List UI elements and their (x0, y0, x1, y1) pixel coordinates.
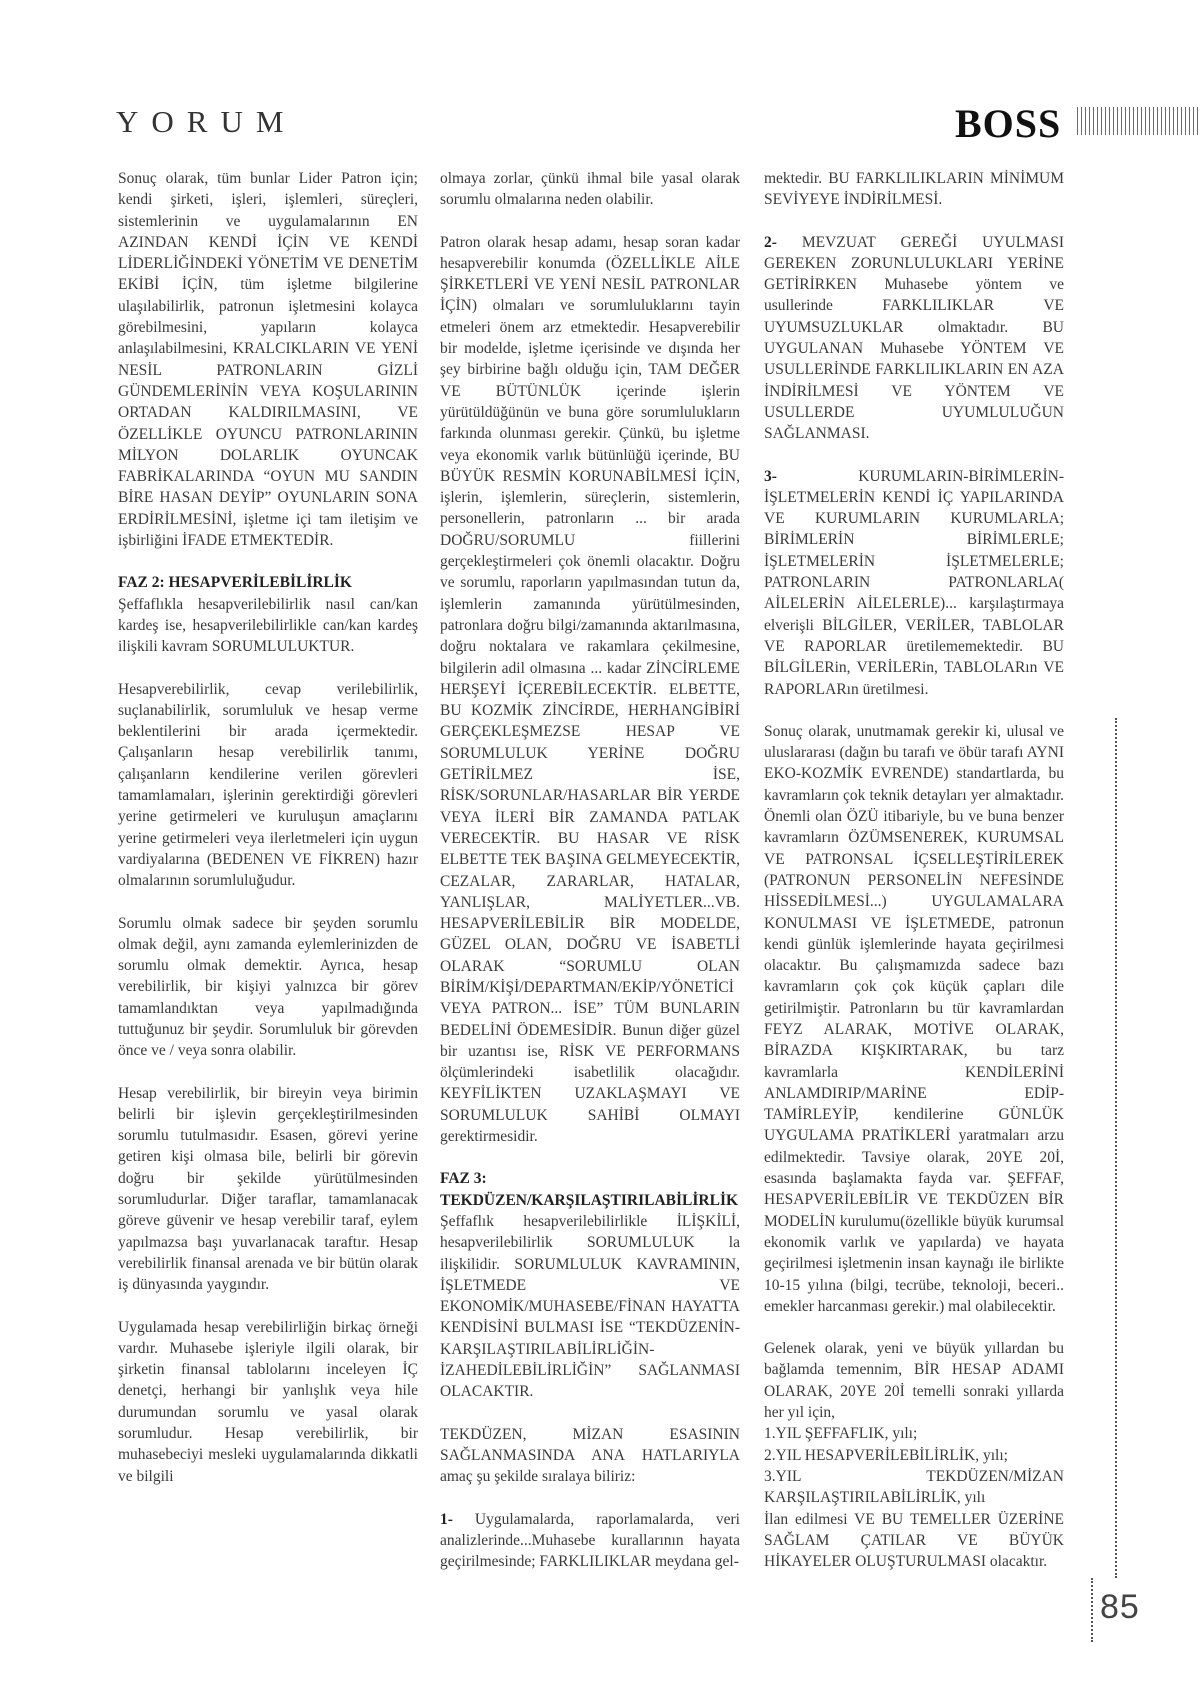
item-text: MEVZUAT GEREĞİ UYULMASI GEREKEN ZORUNLULUKLARI YERİNE GETİRİRKEN Muhasebe yöntem ve usullerinde FARKLILIKLAR VE UYUMSUZLUKLAR olmaktadır. BU UYGULANAN Muhasebe YÖNTEM VE USULLERİNDE FARKLILIKLARIN EN AZA İNDİRİLMESİ VE YÖNTEM VE USULLERDE UYUMLULUĞUN SAĞLANMASI. (764, 233, 1064, 443)
year-list-item: 3.YIL TEKDÜZEN/MİZAN KARŞILAŞTIRILABİLİRLİK, yılı (764, 1467, 1064, 1507)
year-list-item: 2.YIL HESAPVERİLEBİLİRLİK, yılı; (764, 1446, 1008, 1464)
item-number: 2- (764, 233, 777, 251)
article-column-2 (440, 168, 740, 1593)
numbered-paragraph (764, 466, 1064, 700)
article-column-1 (118, 168, 418, 1508)
paragraph: Uygulamada hesap verebilirliğin birkaç örneği vardır. Muhasebe işleriyle ilgili olarak, bir şirketin finansal tablolarını inceleyen İÇ denetçi, herhangi bir yanlışlık veya hile durumundan sorumlu ve yasal olarak sorumludur. Hesap verebilirlik, bir muhasebeciyi mesleki uygulamalarında dikkatli ve bilgili (118, 1318, 418, 1485)
page-number: 85 (1100, 1588, 1140, 1626)
paragraph: Hesap verebilirlik, bir bireyin veya birimin belirli bir işlevin gerçekleştirilmesinden sorumlu tutulmasıdır. Esasen, görevi yerine getiren kişi olmasa bile, belirli bir görevin doğru bir şekilde yürütülmesinden sorumludurlar. Diğer taraflar, tamamlanacak göreve güvenir ve hesap verebilir taraf, eylem yapılmazsa başı yuvarlanacak taraftır. Hesap verebilirlik finansal arenada ve bir bütün olarak iş dünyasında yaygındır. (118, 1084, 418, 1294)
article-column-3 (764, 168, 1064, 1593)
paragraph: Sorumlu olmak sadece bir şeyden sorumlu olmak değil, aynı zamanda eylemlerinizden de sorumlu olmak demektir. Ayrıca, hesap verebilirlik, bir kişiyi yalnızca bir görev tamamlandıktan veya yapılmadığında tuttuğunuz bir şeydir. Sorumluluk bir görevden önce ve / veya sonra olabilir. (118, 914, 418, 1060)
paragraph-text: Gelenek olarak, yeni ve büyük yıllardan bu bağlamda temennim, BİR HESAP ADAMI OLARAK, 20YE 20İ temelli sonraki yıllarda her yıl için, (764, 1340, 1064, 1422)
year-list-item: 1.YIL ŞEFFAFLIK, yılı; (764, 1425, 918, 1443)
numbered-paragraph (764, 232, 1064, 445)
item-number: 3- (764, 467, 777, 485)
paragraph: Hesapverebilirlik, cevap verilebilirlik, suçlanabilirlik, sorumluluk ve hesap verme beklentilerini bir arada içermektedir. Çalışanların hesap verebilirlik tanımı, çalışanların kendilerine verilen görevleri tamamlamaları, işlerinin gerektirdiği görevleri yerine getirmeleri ve kuruluşun amaçlarını yerine getirmeleri veya ilerletmeleri için uygun vardiyalarına (BEDENEN VE FİKREN) hazır olmalarının sorumluluğudur. (118, 680, 418, 890)
paragraph: Patron olarak hesap adamı, hesap soran kadar hesapverebilir konumda (ÖZELLİKLE AİLE ŞİRKETLERİ VE YENİ NESİL PATRONLAR İÇİN) olmaları ve sorumluluklarını tayin etmeleri önem arz etmektedir. Hesapverebilir bir modelde, işletme içerisinde ve dışında her şey birbirine bağlı olduğu için, TAM DEĞER VE BÜTÜNLÜK içerinde işlerin yürütüldüğünün ve buna göre sorumlulukların farkında olunması gerekir. Çünkü, bu işletme veya ekonomik varlık bütünlüğü içerinde, BU BÜYÜK RESMİN KORUNABİLMESİ İÇİN, işlerin, işlemlerin, süreçlerin, sistemlerin, personellerin, patronların ... bir arada DOĞRU/SORUMLU fiillerini gerçekleştirmeleri çok önemli olacaktır. Doğru ve sorumlu, raporların yapılmasından tutun da, işlemlerin zamanında yürütülmesinden, patronlara doğru bilgi/zamanında aktarılmasına, doğru noktalara ve rakamlara çekilmesine, bilgilerin adil olmasına ... kadar ZİNCİRLEME HERŞEYİ İÇEREBİLECEKTİR. ELBETTE, BU KOZMİK ZİNCİRDE, HERHANGİBİRİ GERÇEKLEŞMEZSE HESAP VE SORUMLULUK YERİNE DOĞRU GETİRİLMEZ İSE, RİSK/SORUNLAR/HASARLAR BİR YERDE VEYA İLERİ BİR ZAMANDA PATLAK VERECEKTİR. BU HASAR VE RİSK ELBETTE TEK BAŞINA GELMEYECEKTİR, CEZALAR, ZARARLAR, HATALAR, YANLIŞLAR, MALİYETLER...VB. HESAPVERİLEBİLİR BİR MODELDE, GÜZEL OLAN, DOĞRU VE İSABETLİ OLARAK “SORUMLU OLAN BİRİM/KİŞİ/DEPARTMAN/EKİP/YÖNETİCİ VEYA PATRON... İSE” TÜM BUNLARIN BEDELİNİ ÖDEMESİDİR. Bunun diğer güzel bir uzantısı ise, RİSK VE PERFORMANS ölçümlerindeki isabetlilik olacağıdır. KEYFİLİKTEN UZAKLAŞMAYI VE SORUMLULUK SAHİBİ OLMAYI gerektirmesidir. (440, 233, 740, 1146)
paragraph: Sonuç olarak, tüm bunlar Lider Patron için; kendi şirketi, işleri, işlemleri, süreçleri, sistemlerinin ve uygulamalarının EN AZINDAN KENDİ İÇİN VE KENDİ LİDERLİĞİNDEKİ YÖNETİM VE DENETİM EKİBİ İÇİN, tüm işletme bilgilerine ulaşılabilirlik, patronun işletmesini kolayca görebilmesini, yapıların kolayca anlaşılabilmesini, KRALCIKLARIN VE YENİ NESİL PATRONLARIN GİZLİ GÜNDEMLERİNİN VEYA KOŞULARININ ORTADAN KALDIRILMASINI, VE ÖZELLİKLE OYUNCU PATRONLARININ MİLYON DOLARLIK OYUNCAK FABRİKALARINDA “OYUN MU SANDIN BİRE HASAN DEYİP” OYUNLARIN SONA ERDİRİLMESİNİ, işletme içi tam iletişim ve işbirliğini İFADE ETMEKTEDİR. (118, 170, 418, 550)
paragraph: mektedir. BU FARKLILIKLARIN MİNİMUM SEVİYEYE İNDİRİLMESİ. (764, 170, 1064, 209)
paragraph: Şeffaflık hesapverilebilirlikle İLİŞKİLİ, hesapverilebilirlik SORUMLULUK la ilişkilidir. SORUMLULUK KAVRAMININ, İŞLETMEDE VE EKONOMİK/MUHASEBE/FİNAN HAYATTA KENDİSİNİ BULMASI İSE “TEKDÜZENİN-KARŞILAŞTIRILABİLİRLİĞİN-İZAHEDİLEBİLİRLİĞİN” SAĞLANMASI OLACAKTIR. (440, 1212, 740, 1401)
brand-logo: BOSS (955, 101, 1062, 146)
page-header (0, 0, 1200, 150)
dotted-margin-rule (1115, 718, 1117, 1578)
paragraph: TEKDÜZEN, MİZAN ESASININ SAĞLANMASINDA ANA HATLARIYLA amaç şu şekilde sıralaya biliriz: (440, 1425, 740, 1486)
barcode-decoration (1077, 107, 1200, 135)
item-text: Uygulamalarda, raporlamalarda, veri analizlerinde...Muhasebe kurallarının hayata geçirilmesinde; FARKLILIKLAR meydana gel- (440, 1510, 740, 1571)
paragraph-with-list (764, 1338, 1064, 1423)
section-title: YORUM (116, 104, 297, 139)
paragraph: olmaya zorlar, çünkü ihmal bile yasal olarak sorumlu olmalarına neden olabilir. (440, 170, 740, 209)
paragraph: İlan edilmesi VE BU TEMELLER ÜZERİNE SAĞLAM ÇATILAR VE BÜYÜK HİKAYELER OLUŞTURULMASI olacaktır. (764, 1510, 1064, 1571)
item-number: 1- (440, 1510, 453, 1528)
numbered-paragraph (440, 1509, 740, 1573)
item-text: KURUMLARIN-BİRİMLERİN-İŞLETMELERİN KENDİ İÇ YAPILARINDA VE KURUMLARIN KURUMLARLA; BİRİMLERİN BİRİMLERLE; İŞLETMELERİN İŞLETMELERLE; PATRONLARIN PATRONLARLA( AİLELERİN AİLELERLE)... karşılaştırmaya elverişli BİLGİLER, VERİLER, TABLOLAR VE RAPORLAR üretilememektedir. BU BİLGİLERin, VERİLERin, TABLOLARın VE RAPORLARın üretilmesi. (764, 467, 1064, 698)
section-heading: FAZ 3: TEKDÜZEN/KARŞILAŞTIRILABİLİRLİK (440, 1170, 739, 1209)
section-heading: FAZ 2: HESAPVERİLEBİLİRLİK (118, 574, 352, 592)
paragraph: Sonuç olarak, unutmamak gerekir ki, ulusal ve uluslararası (dağın bu tarafı ve öbür tarafı AYNI EKO-KOZMİK EVRENDE) standartlarda, bu kavramların çok teknik detayları yer almaktadır. Önemli olan ÖZÜ itibariyle, bu ve buna benzer kavramların ÖZÜMSENEREK, KURUMSAL VE PATRONSAL İÇSELLEŞTİRİLEREK (PATRONUN PERSONELİN NEFESİNDE HİSSEDİLMESİ...) UYGULAMALARA KONULMASI VE İŞLETMEDE, patronun kendi günlük işlemlerinde hayata geçirilmesi olacaktır. Bu çalışmamızda sadece bazı kavramların çok çok küçük çapları dile getirilmiştir. Patronların bu tür kavramlardan FEYZ ALARAK, MOTİVE OLARAK, BİRAZDA KIŞKIRTARAK, bu tarz kavramlarla KENDİLERİNİ ANLAMDIRIP/MARİNE EDİP-TAMİRLEYİP, kendilerine GÜNLÜK UYGULAMA PRATİKLERİ yaratmaları arzu edilmektedir. Tavsiye olarak, 20YE 20İ, esasında başlamakta fayda var. ŞEFFAF, HESAPVERİLEBİLİR VE TEKDÜZEN BİR MODELİN kurulumu(özellikle büyük kurumsal ekonomik varlık ve yapılarda) ve hayata geçirilmesi işletmenin insan kaynağı ile birlikte 10-15 yılına (bilgi, tecrübe, teknoloji, beceri.. emekler harcanması gerekir.) mal olabilecektir. (764, 722, 1064, 1315)
paragraph: Şeffaflıkla hesapverilebilirlik nasıl can/kan kardeş ise, hesapverilebilirlikle can/kan kardeş ilişkili kavram SORUMLULUKTUR. (118, 595, 418, 656)
